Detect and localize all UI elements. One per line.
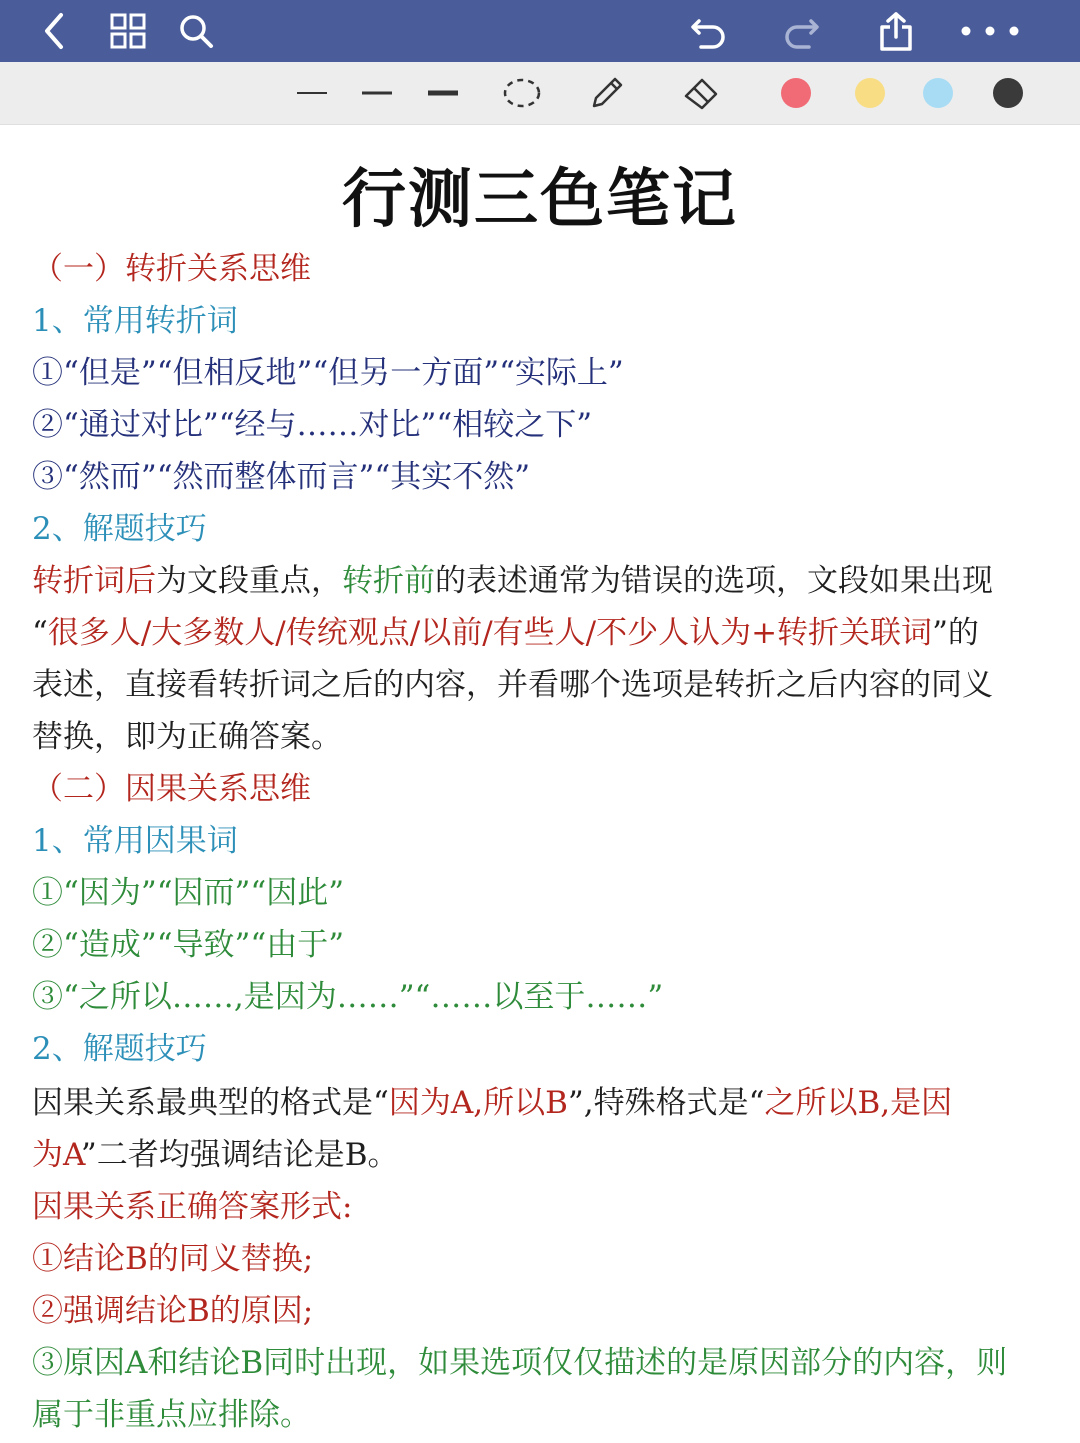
section-2-heading: （二）因果关系思维 xyxy=(32,771,311,807)
search-button[interactable] xyxy=(166,0,226,62)
section-1-subheading-1: 1、常用转折词 xyxy=(32,303,238,339)
redo-icon xyxy=(783,13,821,49)
section-2-paragraph-line-2 xyxy=(32,1129,398,1174)
grid-view-button[interactable] xyxy=(98,0,158,62)
lasso-tool[interactable] xyxy=(492,62,552,124)
color-swatch-blue[interactable] xyxy=(908,62,968,124)
color-swatch-black[interactable] xyxy=(978,62,1038,124)
thin-stroke-tool[interactable] xyxy=(282,62,342,124)
eraser-tool[interactable] xyxy=(672,62,732,124)
color-swatch-yellow[interactable] xyxy=(840,62,900,124)
thick-stroke-tool[interactable] xyxy=(413,62,473,124)
pencil-tool[interactable] xyxy=(577,62,637,124)
answer-form-2: ②强调结论B的原因; xyxy=(32,1293,314,1329)
text-fragment: 的表述通常为错误的选项，文段如果出现 xyxy=(435,563,993,599)
section-1-subheading-2: 2、解题技巧 xyxy=(32,511,207,547)
more-dots-icon xyxy=(960,25,1020,37)
text-fragment: ”,特殊格式是“ xyxy=(567,1085,765,1121)
blue-swatch xyxy=(923,78,953,108)
back-button[interactable] xyxy=(24,0,84,62)
answer-form-3-continued: 属于非重点应排除。 xyxy=(32,1397,311,1433)
more-button[interactable] xyxy=(960,0,1020,62)
section-1-paragraph-line-1 xyxy=(32,555,993,600)
yellow-swatch xyxy=(855,78,885,108)
section-2-subheading-2: 2、解题技巧 xyxy=(32,1031,207,1067)
quote-close: ”的 xyxy=(932,615,979,651)
pink-swatch xyxy=(781,78,811,108)
chevron-left-icon xyxy=(39,11,69,51)
answer-form-1: ①结论B的同义替换; xyxy=(32,1241,314,1277)
color-swatch-pink[interactable] xyxy=(766,62,826,124)
highlight-typical-format: 因为A,所以B xyxy=(388,1085,568,1121)
section-2-subheading-1: 1、常用因果词 xyxy=(32,823,238,859)
top-nav-bar xyxy=(0,0,1080,62)
section-1-paragraph-line-2 xyxy=(32,607,979,652)
highlight-after-transition: 转折词后 xyxy=(32,563,156,599)
section-2-paragraph-line-1 xyxy=(32,1077,952,1122)
lasso-icon xyxy=(502,76,542,110)
causal-words-line-1: ①“因为”“因而”“因此” xyxy=(32,875,345,911)
drawing-toolbar xyxy=(0,62,1080,125)
text-fragment: ”二者均强调结论是B。 xyxy=(80,1137,399,1173)
text-fragment: 因果关系最典型的格式是“ xyxy=(32,1085,389,1121)
highlight-special-format-end: 为A xyxy=(32,1137,81,1173)
section-1-paragraph-line-3: 表述，直接看转折词之后的内容，并看哪个选项是转折之后内容的同义 xyxy=(32,667,993,703)
answer-forms-heading: 因果关系正确答案形式: xyxy=(32,1189,353,1225)
grid-icon xyxy=(110,13,146,49)
transition-words-line-3: ③“然而”“然而整体而言”“其实不然” xyxy=(32,459,531,495)
thin-line-icon xyxy=(297,90,327,96)
redo-button[interactable] xyxy=(772,0,832,62)
black-swatch xyxy=(993,78,1023,108)
causal-words-line-3: ③“之所以……,是因为……”“……以至于……” xyxy=(32,979,664,1015)
causal-words-line-2: ②“造成”“导致”“由于” xyxy=(32,927,345,963)
text-fragment: 为文段重点， xyxy=(156,563,342,599)
highlight-special-format: 之所以B,是因 xyxy=(764,1085,953,1121)
section-1-heading: （一）转折关系思维 xyxy=(32,251,311,287)
transition-words-line-2: ②“通过对比”“经与……对比”“相较之下” xyxy=(32,407,593,443)
thick-line-icon xyxy=(428,89,458,97)
undo-icon xyxy=(689,13,727,49)
highlight-common-views: 很多人/大多数人/传统观点/以前/有些人/不少人认为+转折关联词 xyxy=(47,615,933,651)
medium-stroke-tool[interactable] xyxy=(347,62,407,124)
undo-button[interactable] xyxy=(678,0,738,62)
section-1-paragraph-line-4: 替换，即为正确答案。 xyxy=(32,719,342,755)
highlight-before-transition: 转折前 xyxy=(342,563,435,599)
share-icon xyxy=(878,11,914,51)
search-icon xyxy=(178,13,214,49)
pencil-icon xyxy=(588,74,626,112)
share-button[interactable] xyxy=(866,0,926,62)
eraser-icon xyxy=(682,74,722,112)
quote-open: “ xyxy=(32,615,48,651)
answer-form-3: ③原因A和结论B同时出现，如果选项仅仅描述的是原因部分的内容，则 xyxy=(32,1345,1008,1381)
page-title: 行测三色笔记 xyxy=(342,162,738,237)
transition-words-line-1: ①“但是”“但相反地”“但另一方面”“实际上” xyxy=(32,355,624,391)
medium-line-icon xyxy=(362,90,392,96)
